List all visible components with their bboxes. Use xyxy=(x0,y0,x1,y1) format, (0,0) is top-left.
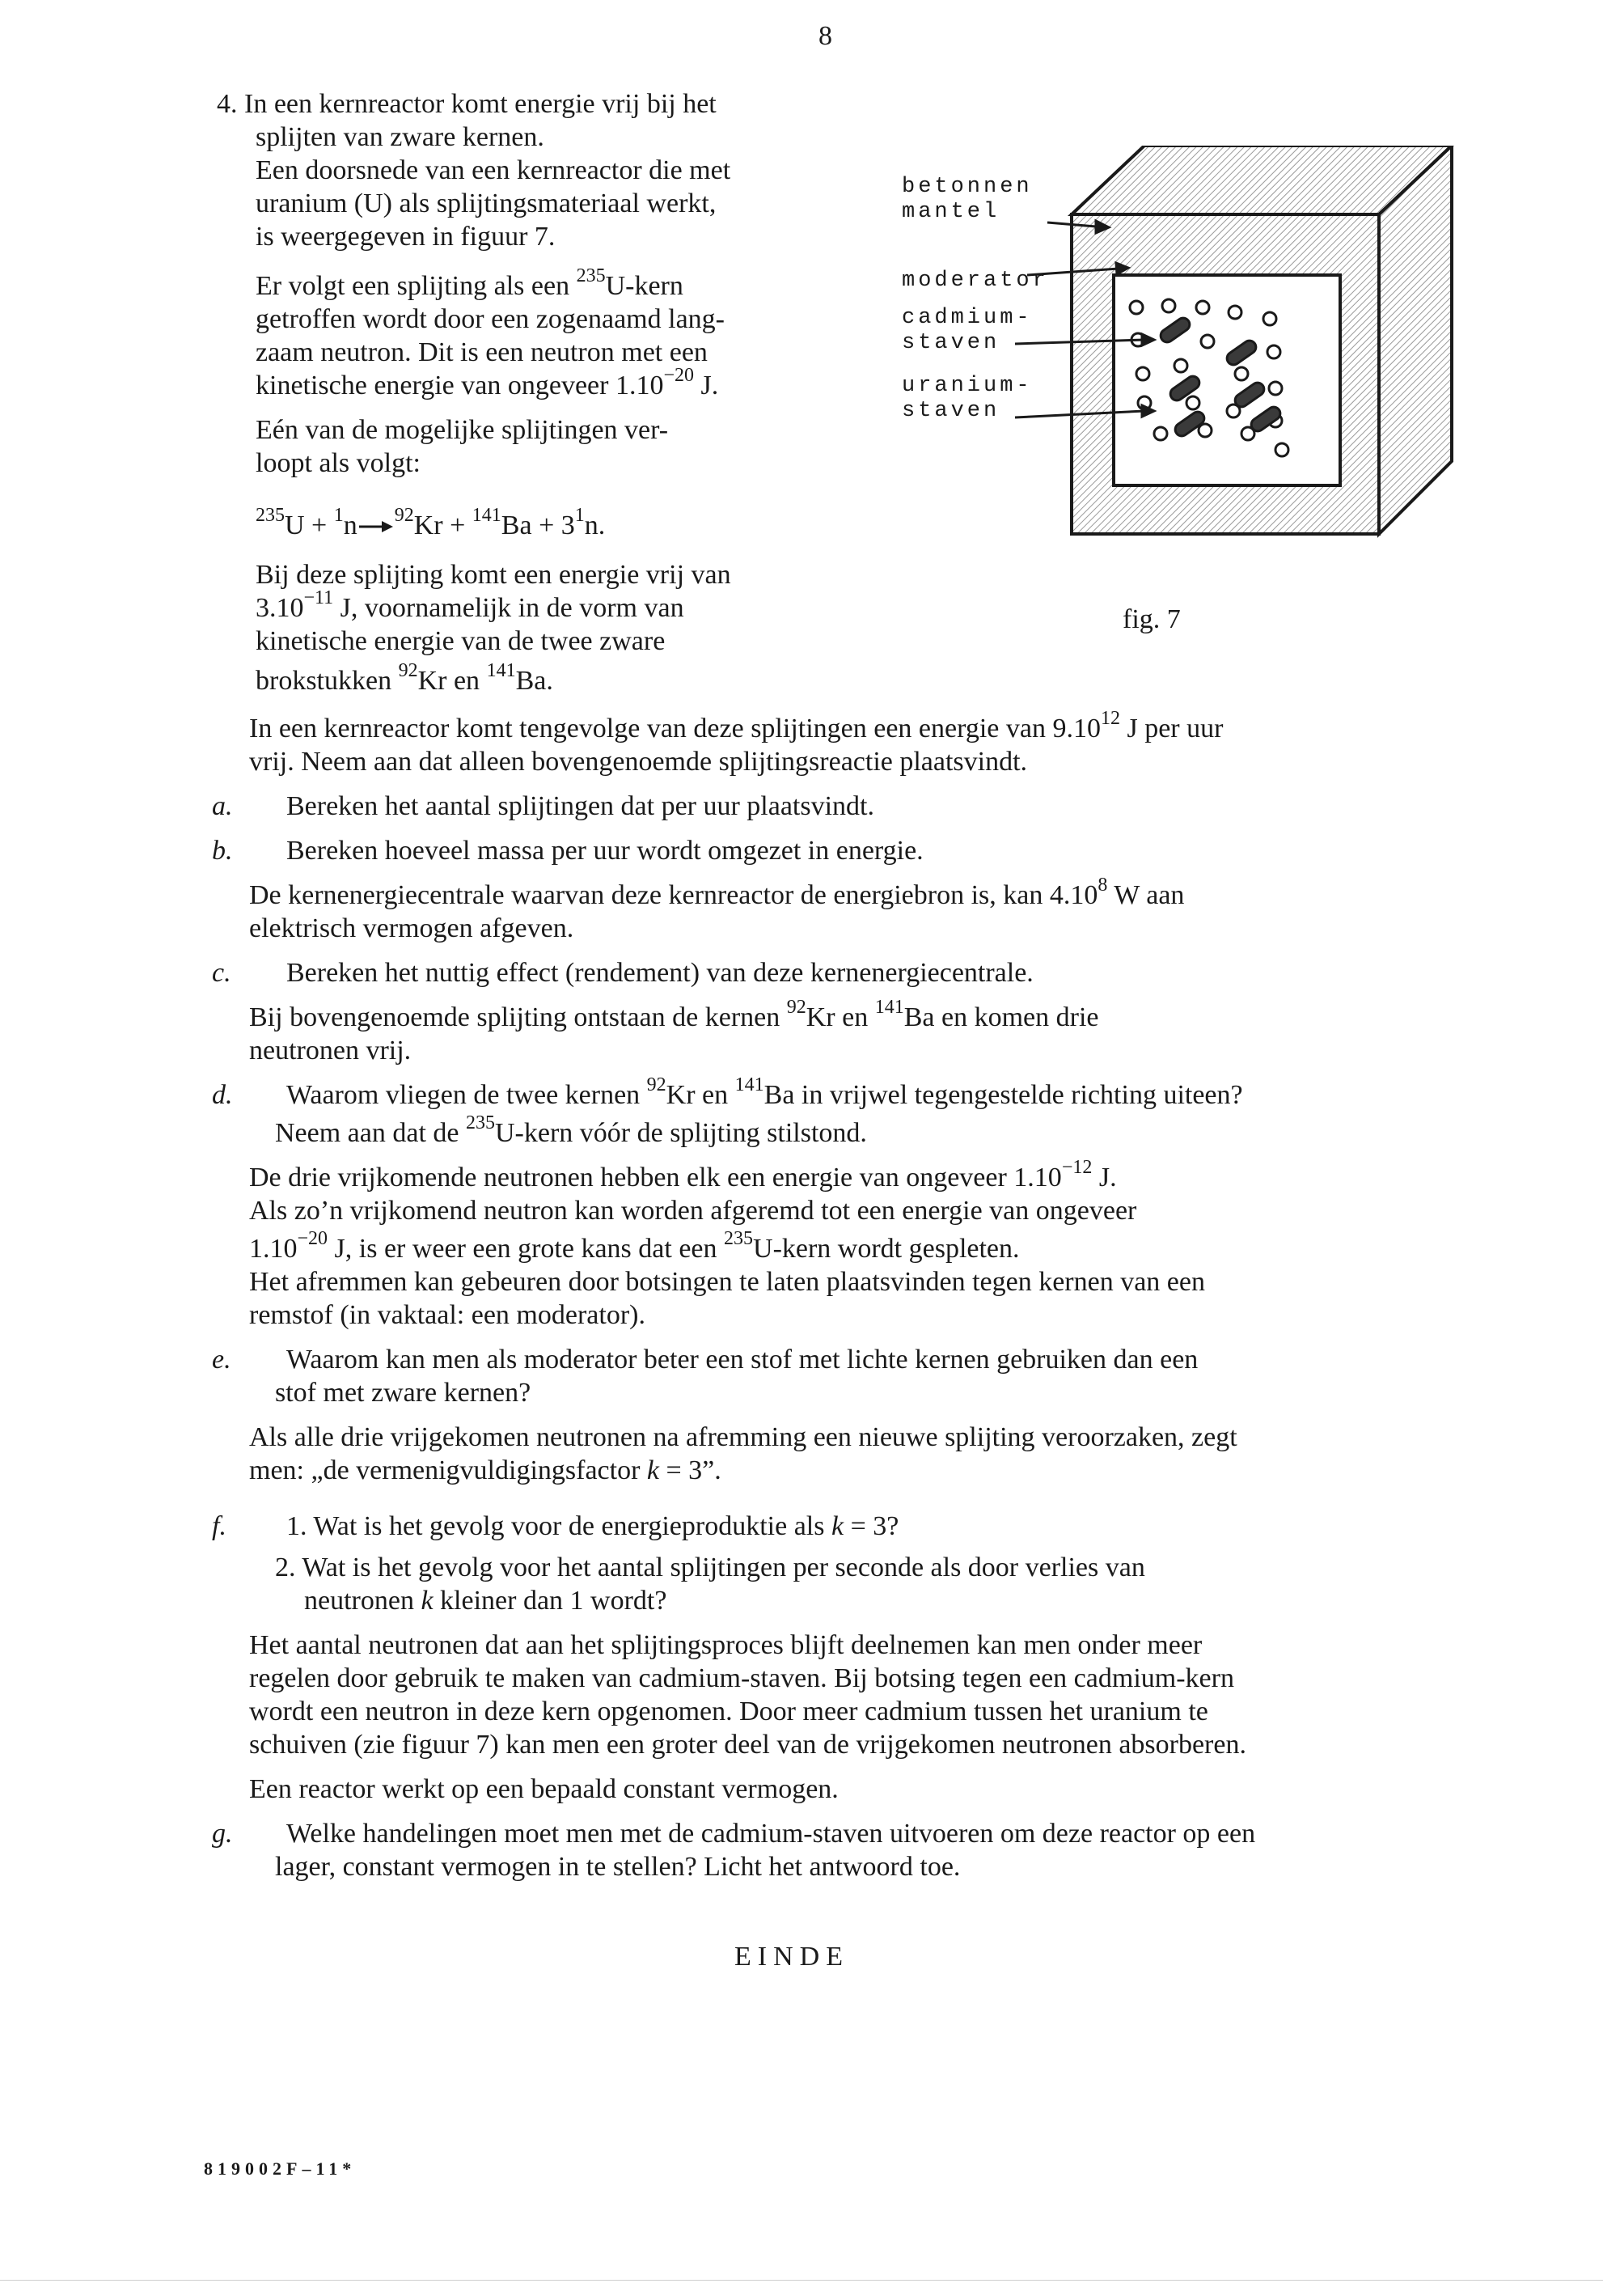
body-line: elektrisch vermogen afgeven. xyxy=(249,913,574,943)
cube-side-face xyxy=(1379,146,1452,534)
body-line: Neem aan dat de $^{235}$U-kern vóór de splijting stilstond. xyxy=(275,1112,867,1148)
intro-line: loopt als volgt: xyxy=(256,448,421,478)
intro-line: brokstukken $^{92}$Kr en $^{141}$Ba. xyxy=(256,659,553,696)
page-number: 8 xyxy=(818,21,832,51)
question-f1: f. 1. Wat is het gevolg voor de energieproduktie als k = 3? xyxy=(212,1511,899,1541)
intro-paragraph-4: Bij deze splijting komt een energie vrij van xyxy=(256,560,731,590)
fission-equation: $^{235}$U + $^1$n $^{92}Kr + ^{141}Ba + 3^1n$. xyxy=(256,504,606,540)
intro-paragraph-2: Er volgt een splijting als een $^{235}$U-kern xyxy=(256,265,683,301)
body-paragraph: In een kernreactor komt tengevolge van deze splijtingen een energie van 9.10$^{12}$ J per uur xyxy=(249,707,1224,743)
body-text xyxy=(212,707,1462,1883)
body-line: lager, constant vermogen in te stellen? Licht het antwoord toe. xyxy=(275,1852,961,1882)
moderator-region xyxy=(1114,275,1340,485)
intro-line: uranium (U) als splijtingsmateriaal werkt, xyxy=(256,189,717,218)
body-line: vrij. Neem aan dat alleen bovengenoemde splijtingsreactie plaatsvindt. xyxy=(249,747,1028,777)
label-uranium-staven: uranium- staven xyxy=(902,374,1033,423)
body-line: neutronen k kleiner dan 1 wordt? xyxy=(304,1586,667,1616)
body-line: $1.10^{-20}$ J, is er weer een grote kans dat een $^{235}$U-kern wordt gespleten. xyxy=(249,1227,1020,1264)
intro-line: getroffen wordt door een zogenaamd lang- xyxy=(256,304,725,334)
intro-line: splijten van zware kernen. xyxy=(256,122,544,152)
figure-7 xyxy=(902,146,1468,634)
body-line: stof met zware kernen? xyxy=(275,1378,531,1408)
intro-column xyxy=(217,87,880,697)
question-number: 4. xyxy=(217,89,238,119)
body-paragraph: Als alle drie vrijgekomen neutronen na afremming een nieuwe splijting veroorzaken, zegt xyxy=(249,1422,1237,1452)
body-line: men: „de vermenigvuldigingsfactor k = 3”. xyxy=(249,1455,721,1485)
footer-code: 819002F–11* xyxy=(204,2158,357,2179)
body-paragraph: De kernenergiecentrale waarvan deze kernreactor de energiebron is, kan 4.10$^8$ W aan xyxy=(249,874,1185,910)
body-paragraph: Het aantal neutronen dat aan het splijtingsproces blijft deelnemen kan men onder meer xyxy=(249,1630,1203,1660)
body-paragraph: Een reactor werkt op een bepaald constant vermogen. xyxy=(249,1774,839,1804)
intro-line: $3.10^{-11}$ J, voornamelijk in de vorm van xyxy=(256,587,684,623)
question-a: a. Bereken het aantal splijtingen dat per uur plaatsvindt. xyxy=(212,791,874,821)
question-d: d. Waarom vliegen de twee kernen $^{92}$Kr en $^{141}$Ba in vrijwel tegengestelde richting uiteen? xyxy=(212,1074,1243,1110)
body-line: wordt een neutron in deze kern opgenomen. Door meer cadmium tussen het uranium te xyxy=(249,1697,1208,1726)
body-line: schuiven (zie figuur 7) kan men een groter deel van de vrijgekomen neutronen absorberen. xyxy=(249,1730,1246,1760)
intro-paragraph-1: 4. In een kernreactor komt energie vrij bij het xyxy=(217,89,717,119)
intro-line: zaam neutron. Dit is een neutron met een xyxy=(256,337,708,367)
intro-line: kinetische energie van ongeveer $1.10^{-20}$ J. xyxy=(256,364,719,400)
question-e: e. Waarom kan men als moderator beter een stof met lichte kernen gebruiken dan een xyxy=(212,1345,1199,1375)
intro-line: Een doorsnede van een kernreactor die met xyxy=(256,155,731,185)
label-cadmium-staven: cadmium- staven xyxy=(902,306,1033,355)
question-c: c. Bereken het nuttig effect (rendement) van deze kernenergiecentrale. xyxy=(212,958,1034,988)
body-line: neutronen vrij. xyxy=(249,1036,412,1065)
body-paragraph: De drie vrijkomende neutronen hebben elk een energie van ongeveer $1.10^{-12}$ J. xyxy=(249,1156,1117,1192)
question-g: g. Welke handelingen moet men met de cadmium-staven uitvoeren om deze reactor op een xyxy=(212,1819,1256,1849)
intro-line: kinetische energie van de twee zware xyxy=(256,626,666,656)
intro-line: is weergegeven in figuur 7. xyxy=(256,222,556,252)
figure-caption: fig. 7 xyxy=(1123,604,1181,634)
body-line: Als zo’n vrijkomend neutron kan worden afgeremd tot een energie van ongeveer xyxy=(249,1196,1137,1226)
question-b: b. Bereken hoeveel massa per uur wordt omgezet in energie. xyxy=(212,836,924,866)
label-moderator: moderator xyxy=(902,269,1049,293)
body-paragraph: Bij bovengenoemde splijting ontstaan de kernen $^{92}$Kr en $^{141}$Ba en komen drie xyxy=(249,996,1099,1032)
scan-edge-line xyxy=(0,2280,1603,2281)
end-mark: EINDE xyxy=(734,1942,849,1972)
body-line: remstof (in vaktaal: een moderator). xyxy=(249,1300,645,1330)
question-f2: 2. Wat is het gevolg voor het aantal splijtingen per seconde als door verlies van xyxy=(275,1553,1145,1582)
arrow-icon xyxy=(359,509,393,542)
body-line: Het afremmen kan gebeuren door botsingen te laten plaatsvinden tegen kernen van een xyxy=(249,1267,1205,1297)
label-betonnen-mantel: betonnen mantel xyxy=(902,175,1033,224)
intro-paragraph-3: Eén van de mogelijke splijtingen ver- xyxy=(256,415,669,445)
body-line: regelen door gebruik te maken van cadmium-staven. Bij botsing tegen een cadmium-kern xyxy=(249,1663,1234,1693)
